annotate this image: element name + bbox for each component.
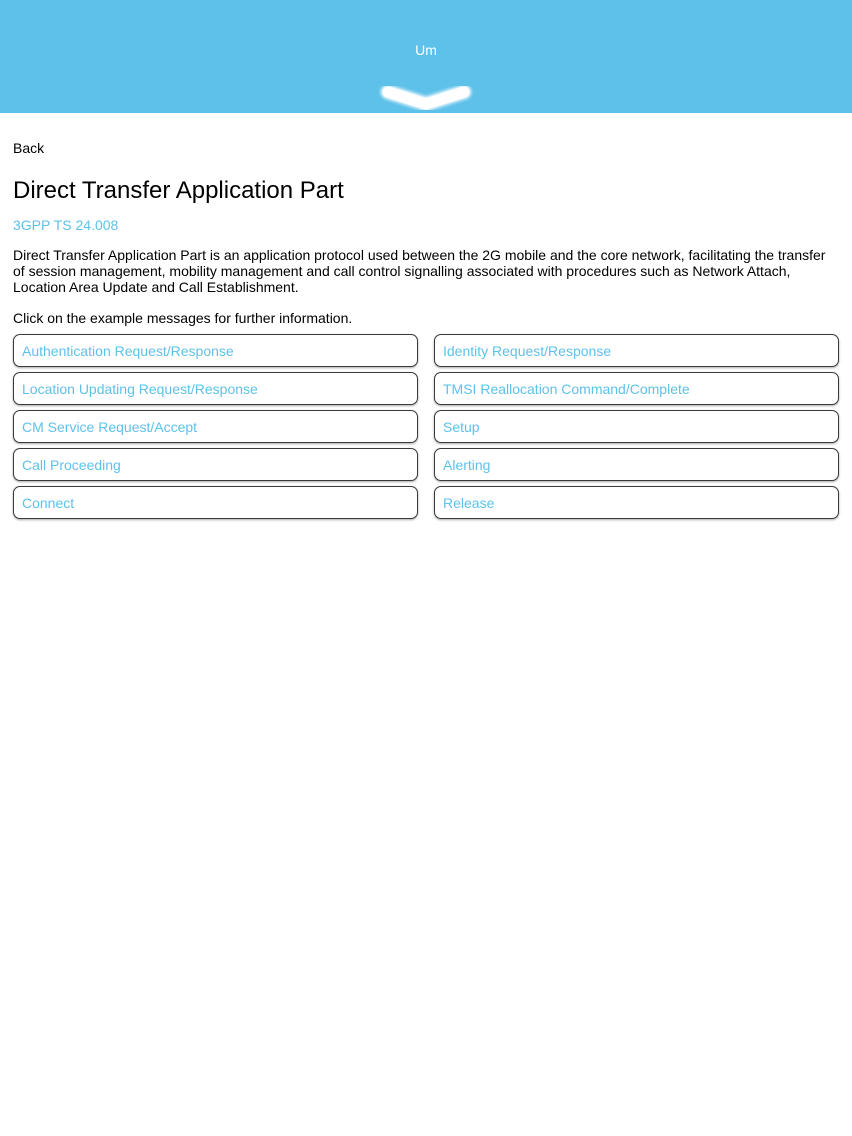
message-button-authentication[interactable]: Authentication Request/Response	[13, 334, 418, 367]
message-button-release[interactable]: Release	[434, 486, 839, 519]
header-bar	[0, 0, 852, 113]
back-link[interactable]: Back	[13, 140, 45, 156]
message-grid	[13, 334, 839, 519]
message-button-identity[interactable]: Identity Request/Response	[434, 334, 839, 367]
message-button-connect[interactable]: Connect	[13, 486, 418, 519]
message-button-setup[interactable]: Setup	[434, 410, 839, 443]
message-button-alerting[interactable]: Alerting	[434, 448, 839, 481]
protocol-description: Direct Transfer Application Part is an application protocol used between the 2G mobile and the core network, facilitating the transfer of session management, mobility management and call control signalling associated with procedures such as Network Attach, Location Area Update and Call Establishment.	[13, 247, 826, 295]
header-title: Um	[415, 42, 437, 58]
chevron-down-icon[interactable]	[376, 78, 476, 114]
instruction-text: Click on the example messages for further information.	[13, 310, 353, 326]
message-button-call-proceeding[interactable]: Call Proceeding	[13, 448, 418, 481]
message-button-location-updating[interactable]: Location Updating Request/Response	[13, 372, 418, 405]
message-button-tmsi-reallocation[interactable]: TMSI Reallocation Command/Complete	[434, 372, 839, 405]
spec-link[interactable]: 3GPP TS 24.008	[13, 217, 119, 233]
message-button-cm-service[interactable]: CM Service Request/Accept	[13, 410, 418, 443]
page-title: Direct Transfer Application Part	[13, 177, 344, 204]
